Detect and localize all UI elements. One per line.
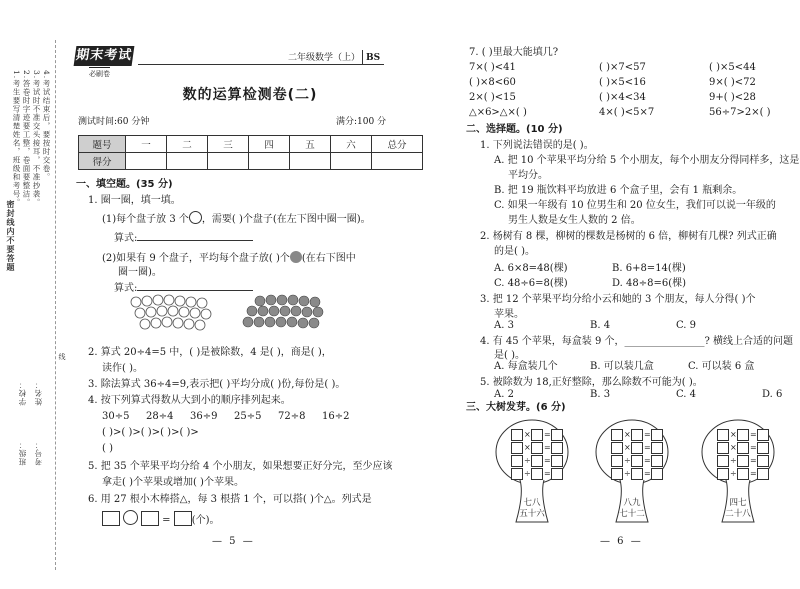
tree-answer-box[interactable] [551,455,563,467]
tree-answer-box[interactable] [611,455,623,467]
header-rule [138,64,384,65]
tree-answer-box[interactable] [651,455,663,467]
apple-filled-icon [290,251,302,263]
tree-answer-box[interactable] [511,455,523,467]
c1-option-b[interactable]: B. 把 19 瓶饮料平均放进 6 个盒子里，会有 1 瓶剩余。 [494,185,743,196]
field-name: 姓名： [34,380,43,406]
tree-operator: × [730,443,737,452]
tree-answer-box[interactable] [651,468,663,480]
tree-answer-box[interactable] [531,468,543,480]
q4-expr: 25÷5 [234,411,262,422]
brand-logo [75,46,133,80]
tree-answer-box[interactable] [611,468,623,480]
notice-4: 4.考试结束后，要按时交卷。 [42,70,51,182]
tree-answer-box[interactable] [511,442,523,454]
q4-expr: 36÷9 [190,411,218,422]
header-divider [362,50,363,64]
q7-item[interactable]: 4×( )<5×7 [599,107,655,118]
c2-option-d[interactable]: D. 48÷8=6(棵) [612,278,687,289]
tree-operator: ÷ [524,456,531,465]
c2-text-cont: 的是( )。 [494,246,535,257]
q7-item[interactable]: ( )×4<34 [599,92,646,103]
c5-option-b[interactable]: B. 3 [590,389,611,400]
section-choice: 二、选择题。(10 分) [466,124,563,135]
q1-1-text [102,211,371,226]
c3-option-b[interactable]: B. 4 [590,320,611,331]
tree-answer-box[interactable] [651,429,663,441]
score-head-cell: 四 [249,136,290,153]
tree-puzzle [696,418,780,528]
full-score: 满分:100 分 [336,117,387,127]
c2-option-b[interactable]: B. 6+8=14(棵) [612,263,686,274]
binding-sidebar [0,0,64,589]
c1-option-a-cont: 平均分。 [508,170,548,181]
answer-box[interactable] [174,511,192,526]
page-number-right: — 6 — [600,536,643,547]
q4-answer-row-1[interactable]: ( )>( )>( )>( )>( )> [102,427,199,438]
formula-label: 算式: [114,233,138,244]
c2-options-row-1 [494,262,686,275]
score-input-cell[interactable] [331,153,372,170]
score-table [78,135,423,170]
score-head-cell: 六 [331,136,372,153]
tree-equals: = [544,430,551,439]
q5-text-cont: 拿走( )个苹果或增加( )个苹果。 [102,477,244,488]
q1-1-part-a: (1)每个盘子放 3 个 [102,214,189,225]
q4-expr: 30÷5 [102,411,130,422]
c1-option-c-cont: 男生人数是女生人数的 2 倍。 [508,215,641,226]
page-number-left: — 5 — [212,536,255,547]
tree-operator: ÷ [524,469,531,478]
q4-answer-row-2[interactable]: ( ) [102,443,113,454]
q3-text: 3. 除法算式 36÷4=9,表示把( )平均分成( )份,每份是( )。 [88,379,346,390]
score-header-row [79,136,423,153]
seal-mark: 线 [58,353,66,361]
score-input-cell[interactable] [167,153,208,170]
tree-answer-box[interactable] [511,468,523,480]
q5-text: 5. 把 35 个苹果平均分给 4 个小朋友，如果想要正好分完，至少应该 [88,461,393,472]
section-tree: 三、大树发芽。(6 分) [466,402,566,413]
q7-text: 7. ( )里最大能填几? [469,47,559,58]
q4-expr: 16÷2 [322,411,350,422]
tree-puzzle [590,418,674,528]
c5-text: 5. 被除数为 18,正好整除，那么除数不可能为( )。 [480,377,703,388]
c3-option-a[interactable]: A. 3 [494,320,514,331]
operator-circle[interactable] [123,510,138,525]
c4-text: 4. 有 45 个苹果，每盒装 9 个，________________? 横线上合适的问题 [480,336,794,347]
q1-1-formula [114,232,253,245]
notice-3: 3.考试时不准交头接耳，不准抄袭。 [32,70,41,207]
grade-label: 二年级数学（上） [288,53,361,63]
c4-option-b[interactable]: B. 可以装几盒 [590,361,654,372]
q4-expressions [102,410,352,423]
c5-option-c[interactable]: C. 4 [676,389,697,400]
tree-answer-box[interactable] [737,468,749,480]
tree-answer-box[interactable] [757,468,769,480]
q7-item[interactable]: 56÷7>2×( ) [709,107,771,118]
tree-answer-box[interactable] [717,429,729,441]
answer-box[interactable] [102,511,120,526]
c2-option-c[interactable]: C. 48÷6=8(棵) [494,278,568,289]
c3-text: 3. 把 12 个苹果平均分给小云和她的 3 个朋友，每人分得( )个 [480,294,756,305]
tree-operator: × [524,443,531,452]
score-head-cell: 题号 [79,136,126,153]
tree-equals: = [544,456,551,465]
tree-puzzle [490,418,574,528]
tree-answer-box[interactable] [511,429,523,441]
tree-equals: = [750,469,757,478]
tree-rhyme-top: 八九 [623,498,641,508]
field-school: 学校： [18,380,27,406]
tree-rhyme-top: 四七 [729,498,747,508]
c2-option-a[interactable]: A. 6×8=48(棵) [494,263,568,274]
c1-option-a[interactable]: A. 把 10 个苹果平均分给 5 个小朋友，每个小朋友分得同样多，这是 [494,155,800,166]
tree-answer-box[interactable] [737,455,749,467]
tree-answer-box[interactable] [631,442,643,454]
tree-rhyme-top: 七八 [523,498,541,508]
tree-answer-box[interactable] [737,429,749,441]
q7-item[interactable]: ( )×5<16 [599,77,646,88]
tree-rhyme-bottom: 七十二 [619,509,645,519]
q7-item[interactable]: ( )×7<57 [599,62,646,73]
q7-item[interactable]: 7×( )<41 [469,62,516,73]
tree-equals: = [644,430,651,439]
score-head-cell: 一 [126,136,167,153]
score-head-cell: 三 [208,136,249,153]
tree-operator: ÷ [624,456,631,465]
logo-main: 期末考试 [74,46,135,66]
tree-answer-box[interactable] [531,429,543,441]
tree-rhyme-bottom: 五十六 [519,509,545,519]
tree-answer-box[interactable] [551,468,563,480]
score-head-cell: 五 [290,136,331,153]
tree-answer-box[interactable] [717,468,729,480]
tree-operator: ÷ [730,469,737,478]
tree-answer-box[interactable] [611,429,623,441]
q2-text: 2. 算式 20÷4=5 中，( )是被除数，4 是( )，商是( )， [88,347,332,358]
logo-sub: 必刷卷 [89,67,110,79]
tree-answer-box[interactable] [631,455,643,467]
q7-item[interactable]: ( )×8<60 [469,77,516,88]
q4-expr: 28÷4 [146,411,174,422]
tree-equals: = [750,456,757,465]
c2-options-row-2 [494,277,686,290]
c5-option-a[interactable]: A. 2 [494,389,514,400]
tree-answer-box[interactable] [651,442,663,454]
q7-item[interactable]: △×6>△×( ) [469,107,527,118]
tree-operator: × [524,430,531,439]
c3-option-c[interactable]: C. 9 [676,320,697,331]
q1-2-part-b: (在右下图中 [301,253,356,264]
q1-2-text [102,251,356,265]
apple-cluster-outline[interactable] [128,294,218,332]
c4-options [494,360,754,373]
c4-option-a[interactable]: A. 每盒装几个 [494,361,558,372]
c4-option-c[interactable]: C. 可以装 6 盒 [688,361,755,372]
c4-text-cont: 是( )。 [494,350,525,361]
c1-text: 1. 下列说法错误的是( )。 [480,140,594,151]
q7-item[interactable]: 9×( )<72 [709,77,756,88]
q1-text: 1. 圈一圈，填一填。 [88,195,181,206]
q6-formula-boxes: = (个)。 [102,510,220,527]
q7-item[interactable]: 2×( )<15 [469,92,516,103]
tree-answer-box[interactable] [611,442,623,454]
tree-rhyme-bottom: 二十八 [725,509,751,519]
tree-answer-box[interactable] [757,455,769,467]
test-time: 测试时间:60 分钟 [78,117,150,127]
section-fill-blank: 一、填空题。(35 分) [76,179,173,190]
tree-answer-box[interactable] [717,442,729,454]
formula-answer-line[interactable] [137,290,253,291]
q2-text-cont: 读作( )。 [102,363,143,374]
tree-operator: × [730,430,737,439]
tree-answer-box[interactable] [531,455,543,467]
formula-label: 算式: [114,283,138,294]
tree-operator: × [624,443,631,452]
tree-equals: = [544,443,551,452]
q7-row [469,91,756,104]
q6-text: 6. 用 27 根小木棒搭△，每 3 根搭 1 个，可以搭( )个△。列式是 [88,494,372,505]
q1-1-part-b: ，需要( )个盘子(在左下图中圈一圈)。 [201,214,371,225]
c3-text-cont: 苹果。 [494,309,524,320]
q7-row [469,76,756,89]
tree-answer-box[interactable] [531,442,543,454]
tree-equals: = [750,430,757,439]
q7-item[interactable]: 9+( )<28 [709,92,756,103]
score-head-cell: 总分 [372,136,423,153]
c5-option-d[interactable]: D. 6 [762,389,783,400]
notice-1: 1.考生要写清楚姓名，班级和考号。 [12,70,21,207]
q1-2-text-cont: 圈一圈)。 [118,267,162,278]
tree-answer-box[interactable] [551,442,563,454]
apple-cluster-filled[interactable] [240,294,330,334]
tree-operator: ÷ [730,456,737,465]
field-id: 考号： [34,440,43,466]
tree-operator: × [624,430,631,439]
q7-row [469,106,771,119]
c1-option-c[interactable]: C. 如果一年级有 10 位男生和 20 位女生，我们可以说一年级的 [494,200,776,211]
q4-text: 4. 按下列算式得数从大到小的顺序排列起来。 [88,395,291,406]
edition-label: BS [366,53,381,63]
tree-operator: ÷ [624,469,631,478]
tree-answer-box[interactable] [631,468,643,480]
q4-expr: 72÷8 [278,411,306,422]
tree-answer-box[interactable] [757,429,769,441]
q1-2-part-a: (2)如果有 9 个盘子，平均每个盘子放( )个 [102,253,290,264]
seal-line [55,40,56,570]
tree-equals: = [644,443,651,452]
score-head-cell: 二 [167,136,208,153]
c2-text: 2. 杨树有 8 棵，柳树的棵数是杨树的 6 倍，柳树有几棵? 列式正确 [480,231,777,242]
tree-answer-box[interactable] [737,442,749,454]
answer-box[interactable] [141,511,159,526]
c5-options [494,388,782,401]
tree-equals: = [644,469,651,478]
tree-answer-box[interactable] [631,429,643,441]
q7-item[interactable]: ( )×5<44 [709,62,756,73]
q7-row [469,61,756,74]
tree-answer-box[interactable] [551,429,563,441]
notice-2: 2.答卷时字迹要工整，卷面要整洁。 [22,70,31,207]
score-input-cell[interactable] [372,153,423,170]
tree-answer-box[interactable] [757,442,769,454]
c3-options [494,319,696,332]
seal-warning: 密封线内不要答题 [6,200,16,272]
tree-equals: = [644,456,651,465]
q6-unit: (个)。 [191,515,220,526]
tree-equals: = [544,469,551,478]
field-class: 班级： [18,440,27,466]
formula-answer-line[interactable] [137,240,253,241]
score-value-row [79,153,423,170]
score-input-cell[interactable] [249,153,290,170]
tree-equals: = [750,443,757,452]
score-input-cell[interactable] [290,153,331,170]
apple-circle-icon [189,211,202,224]
score-input-cell[interactable] [208,153,249,170]
score-input-cell[interactable] [126,153,167,170]
score-label-cell: 得分 [79,153,126,170]
tree-answer-box[interactable] [717,455,729,467]
page-title: 数的运算检测卷(二) [182,87,318,103]
